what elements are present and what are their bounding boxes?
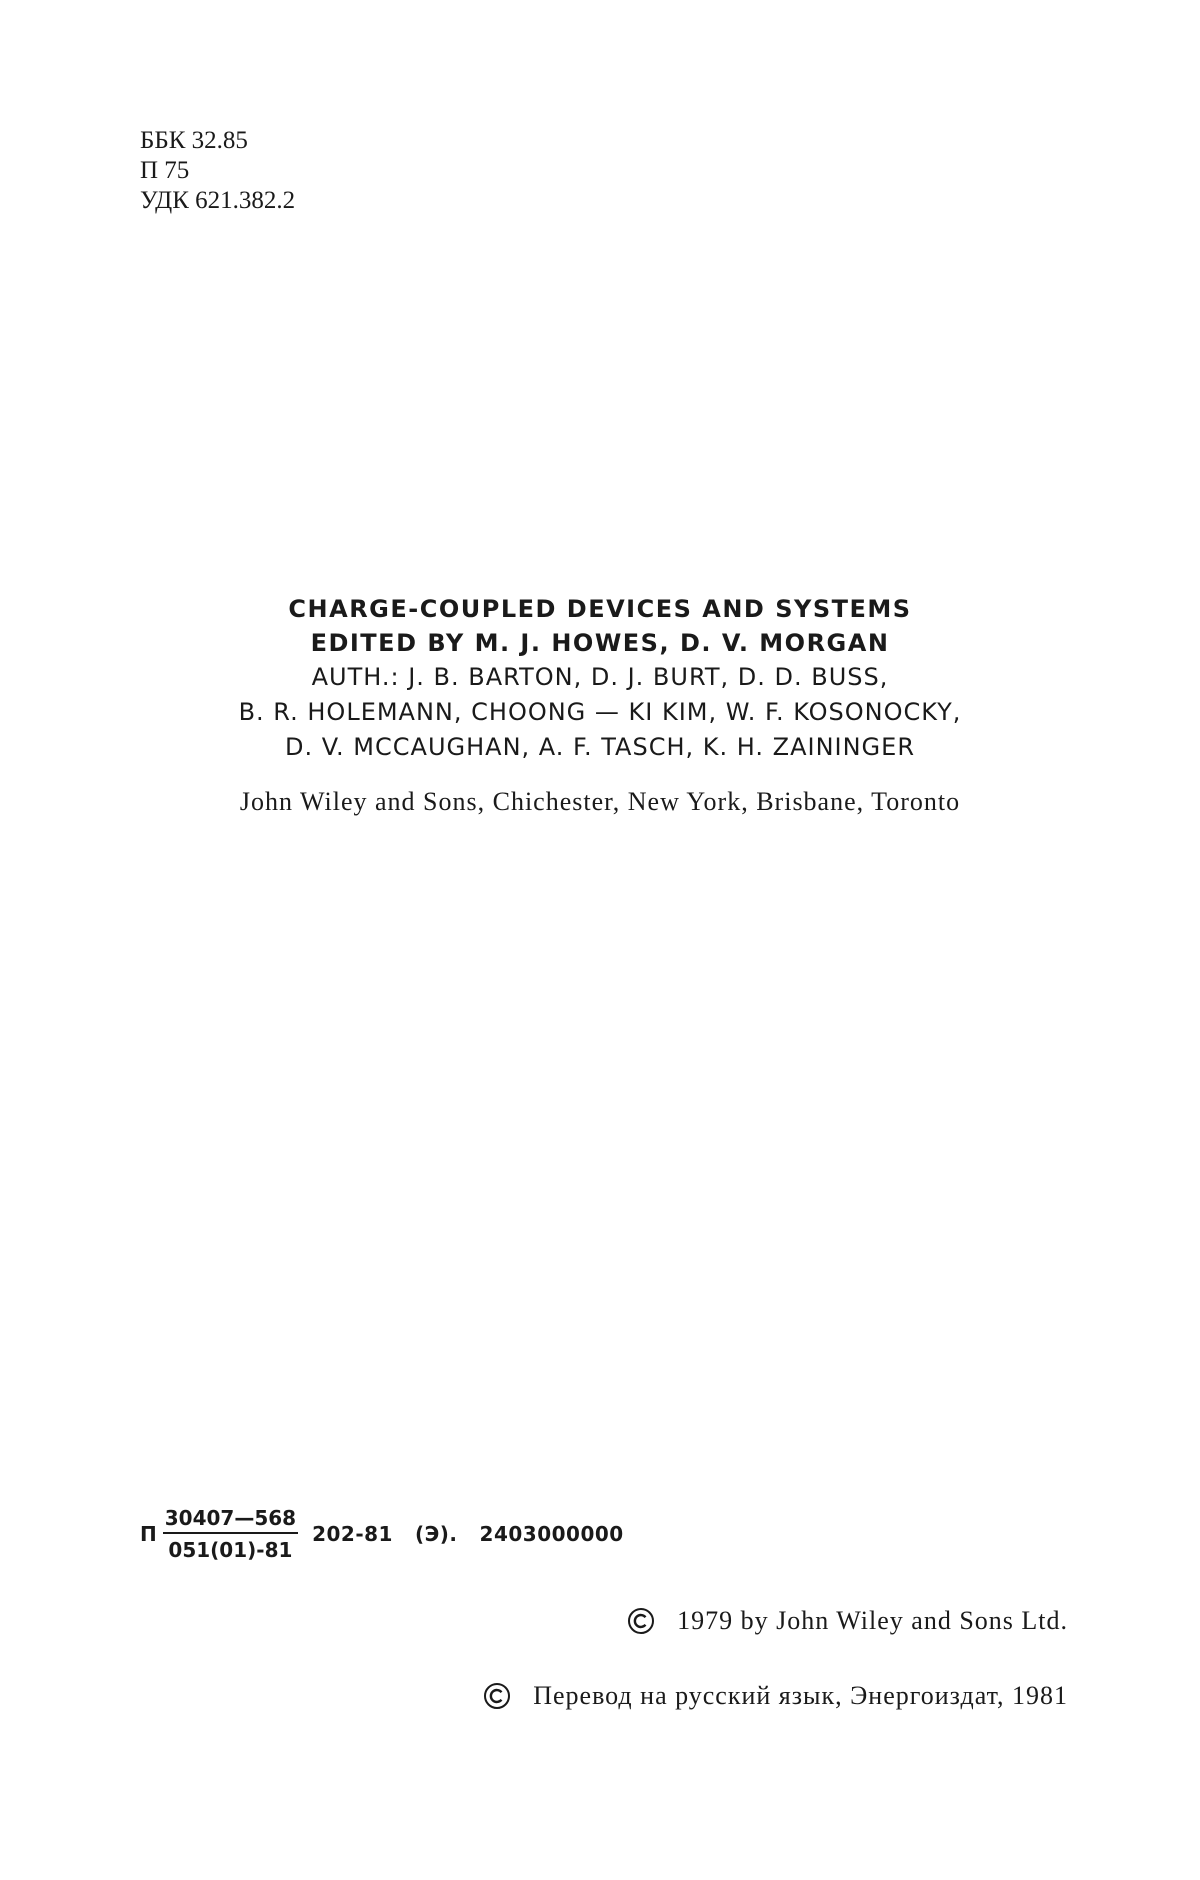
- index-number: 202-81: [312, 1522, 393, 1546]
- index-fraction: [163, 1506, 298, 1562]
- index-paren: (Э).: [414, 1522, 458, 1546]
- classification-codes: [140, 126, 295, 216]
- publication-index: [140, 1506, 646, 1562]
- copyright-text: Перевод на русский язык, Энергоиздат, 1981: [533, 1681, 1068, 1710]
- author-sign-code: П 75: [140, 157, 190, 184]
- copyright-icon: [483, 1682, 511, 1710]
- index-rest: [312, 1522, 646, 1546]
- book-editors: EDITED BY M. J. HOWES, D. V. MORGAN: [310, 629, 890, 657]
- bbk-code: ББК 32.85: [140, 127, 248, 154]
- copyright-icon: [627, 1607, 655, 1635]
- authors-line: D. V. MCCAUGHAN, A. F. TASCH, K. H. ZAININGER: [284, 733, 915, 761]
- index-code: 2403000000: [479, 1522, 624, 1546]
- publisher-line: John Wiley and Sons, Chichester, New York, Brisbane, Toronto: [239, 787, 961, 816]
- udk-code: УДК 621.382.2: [140, 187, 296, 214]
- book-title: CHARGE-COUPLED DEVICES AND SYSTEMS: [288, 595, 912, 623]
- copyright-translation: [483, 1681, 1068, 1711]
- authors-line: AUTH.: J. B. BARTON, D. J. BURT, D. D. BUSS,: [311, 663, 889, 691]
- index-numerator: 30407—568: [163, 1506, 298, 1534]
- index-denominator: 051(01)-81: [168, 1538, 293, 1562]
- title-block: [0, 592, 1200, 819]
- copyright-original: [627, 1606, 1068, 1636]
- copyright-text: 1979 by John Wiley and Sons Ltd.: [677, 1606, 1068, 1635]
- authors-line: B. R. HOLEMANN, CHOONG — KI KIM, W. F. KOSONOCKY,: [238, 698, 962, 726]
- index-letter: П: [140, 1522, 157, 1546]
